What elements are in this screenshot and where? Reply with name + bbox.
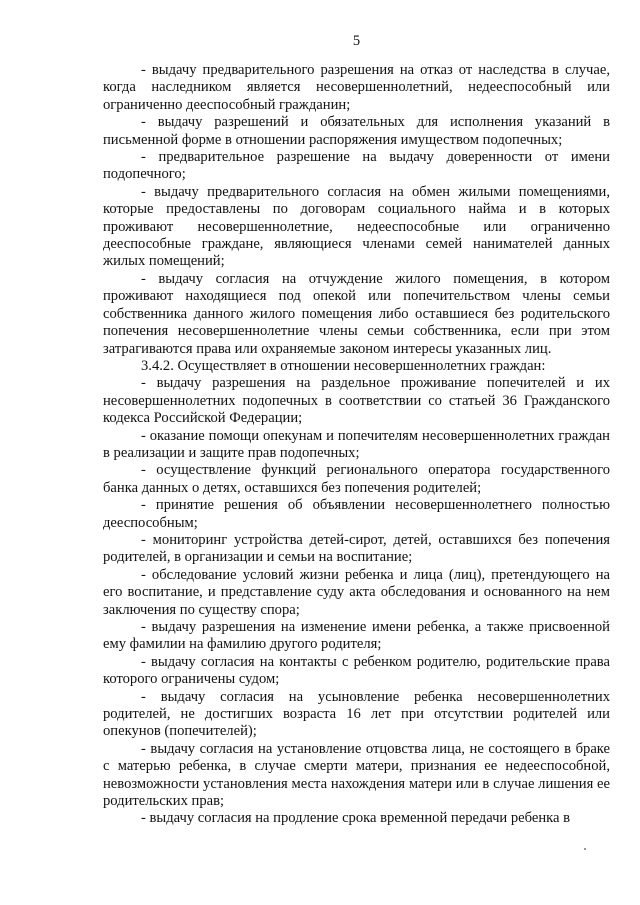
paragraph: - выдачу предварительного согласия на обмен жилыми помещениями, которые предоставлены по договорам социального найма и в которых проживают несовершеннолетние, недееспособные или ограниченно дееспособные граждане, являющиеся членами семей нанимателей данных жилых помещений; <box>103 183 610 270</box>
document-body <box>103 62 610 828</box>
paragraph: - выдачу согласия на продление срока временной передачи ребенка в <box>141 810 571 827</box>
paragraph: - мониторинг устройства детей-сирот, детей, оставшихся без попечения родителей, в организации и семьи на воспитание; <box>103 531 610 566</box>
paragraph: - выдачу согласия на отчуждение жилого помещения, в котором проживают находящиеся под опекой или попечительством члены семьи собственника данного жилого помещения либо оставшиеся без родительского попечения несовершеннолетние члены семьи собственника, если при этом затрагиваются права или охраняемые законом интересы указанных лиц. <box>103 270 610 357</box>
scan-speck <box>584 848 586 850</box>
page-number: 5 <box>352 33 361 49</box>
section-heading: 3.4.2. Осуществляет в отношении несовершеннолетних граждан: <box>141 357 546 374</box>
paragraph: - оказание помощи опекунам и попечителям несовершеннолетних граждан в реализации и защите прав подопечных; <box>103 427 610 461</box>
paragraph: - выдачу предварительного разрешения на отказ от наследства в случае, когда наследником является несовершеннолетний, недееспособный или ограниченно дееспособный гражданин; <box>103 62 610 113</box>
paragraph: - выдачу разрешения на раздельное проживание попечителей и их несовершеннолетних подопечных в соответствии со статьей 36 Гражданского кодекса Российской Федерации; <box>103 375 610 427</box>
paragraph: - обследование условий жизни ребенка и лица (лиц), претендующего на его воспитание, и представление суду акта обследования и основанного на нем заключения по существу спора; <box>103 566 610 618</box>
paragraph: - выдачу согласия на контакты с ребенком родителю, родительские права которого ограничены судом; <box>103 653 610 688</box>
paragraph: - выдачу разрешений и обязательных для исполнения указаний в письменной форме в отношении распоряжения имуществом подопечных; <box>103 114 610 148</box>
paragraph: - выдачу разрешения на изменение имени ребенка, а также присвоенной ему фамилии на фамилию другого родителя; <box>103 619 610 653</box>
paragraph: - выдачу согласия на установление отцовства лица, не состоящего в браке с матерью ребенка, в случае смерти матери, признания ее недееспособной, невозможности установления места нахождения матери или в случае лишения ее родительских прав; <box>103 740 610 810</box>
paragraph: - предварительное разрешение на выдачу доверенности от имени подопечного; <box>103 149 610 183</box>
paragraph: - принятие решения об объявлении несовершеннолетнего полностью дееспособным; <box>103 497 610 531</box>
paragraph: - выдачу согласия на усыновление ребенка несовершеннолетних родителей, не достигших возраста 16 лет при отсутствии родителей или опекунов (попечителей); <box>103 688 610 740</box>
paragraph: - осуществление функций регионального оператора государственного банка данных о детях, оставшихся без попечения родителей; <box>103 462 610 496</box>
